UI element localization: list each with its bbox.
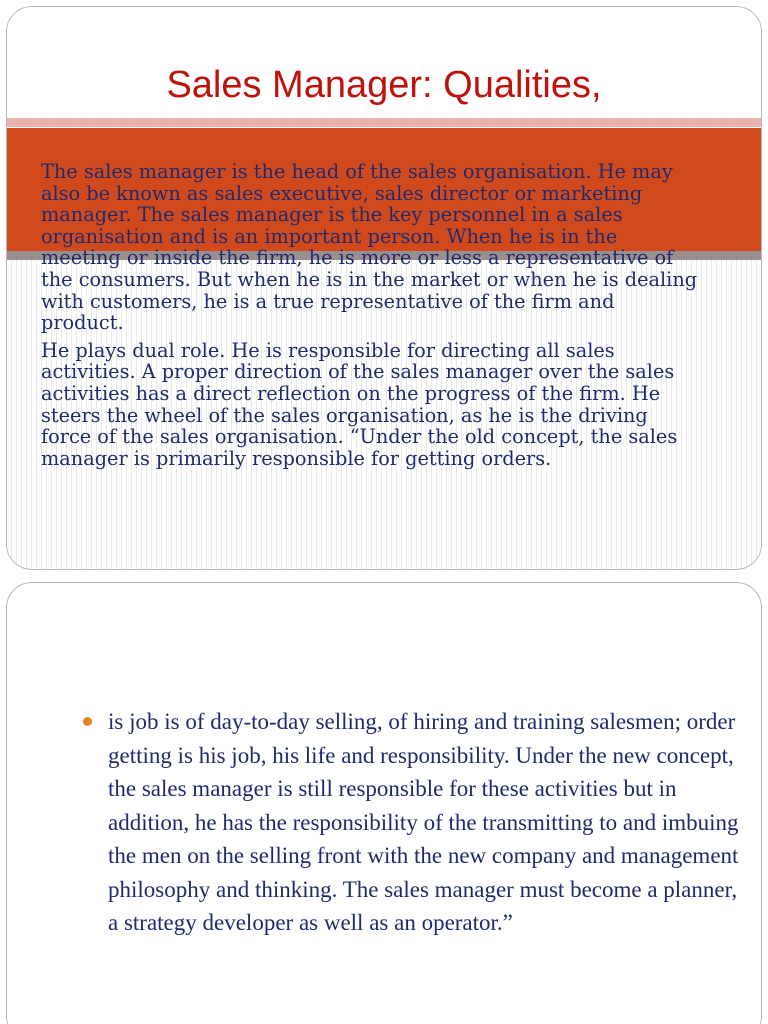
slide-body (41, 161, 701, 475)
body-paragraph: The sales manager is the head of the sales organisation. He may also be known as sales executive, sales director or marketing manager. The sales manager is the key personnel in a sales organisation and is an important person. When he is in the meeting or inside the firm, he is more or less a representative of the consumers. But when he is in the market or when he is dealing with customers, he is a true representative of the firm and product. (41, 160, 698, 335)
bullet-text: is job is of day-to-day selling, of hiring and training salesmen; order getting is his job, his life and responsibility. Under the new concept, the sales manager is still responsible for these activities but in addition, he has the responsibility of the transmitting to and imbuing the men on the selling front with the new company and management philosophy and thinking. The sales manager must become a planner, a strategy developer as well as an operator.” (108, 709, 739, 935)
body-paragraph: He plays dual role. He is responsible for directing all sales activities. A proper direction of the sales manager over the sales activities has a direct reflection on the progress of the firm. He steers the wheel of the sales organisation, as he is the driving force of the sales organisation. “Under the old concept, the sales manager is primarily responsible for getting orders. (41, 338, 678, 470)
bullet-dot-icon (83, 717, 92, 726)
slide-2 (6, 582, 762, 1024)
accent-band-pink (7, 118, 761, 127)
slide-1 (6, 6, 762, 570)
slide-title: Sales Manager: Qualities, (166, 64, 602, 106)
bullet-item (83, 705, 743, 940)
